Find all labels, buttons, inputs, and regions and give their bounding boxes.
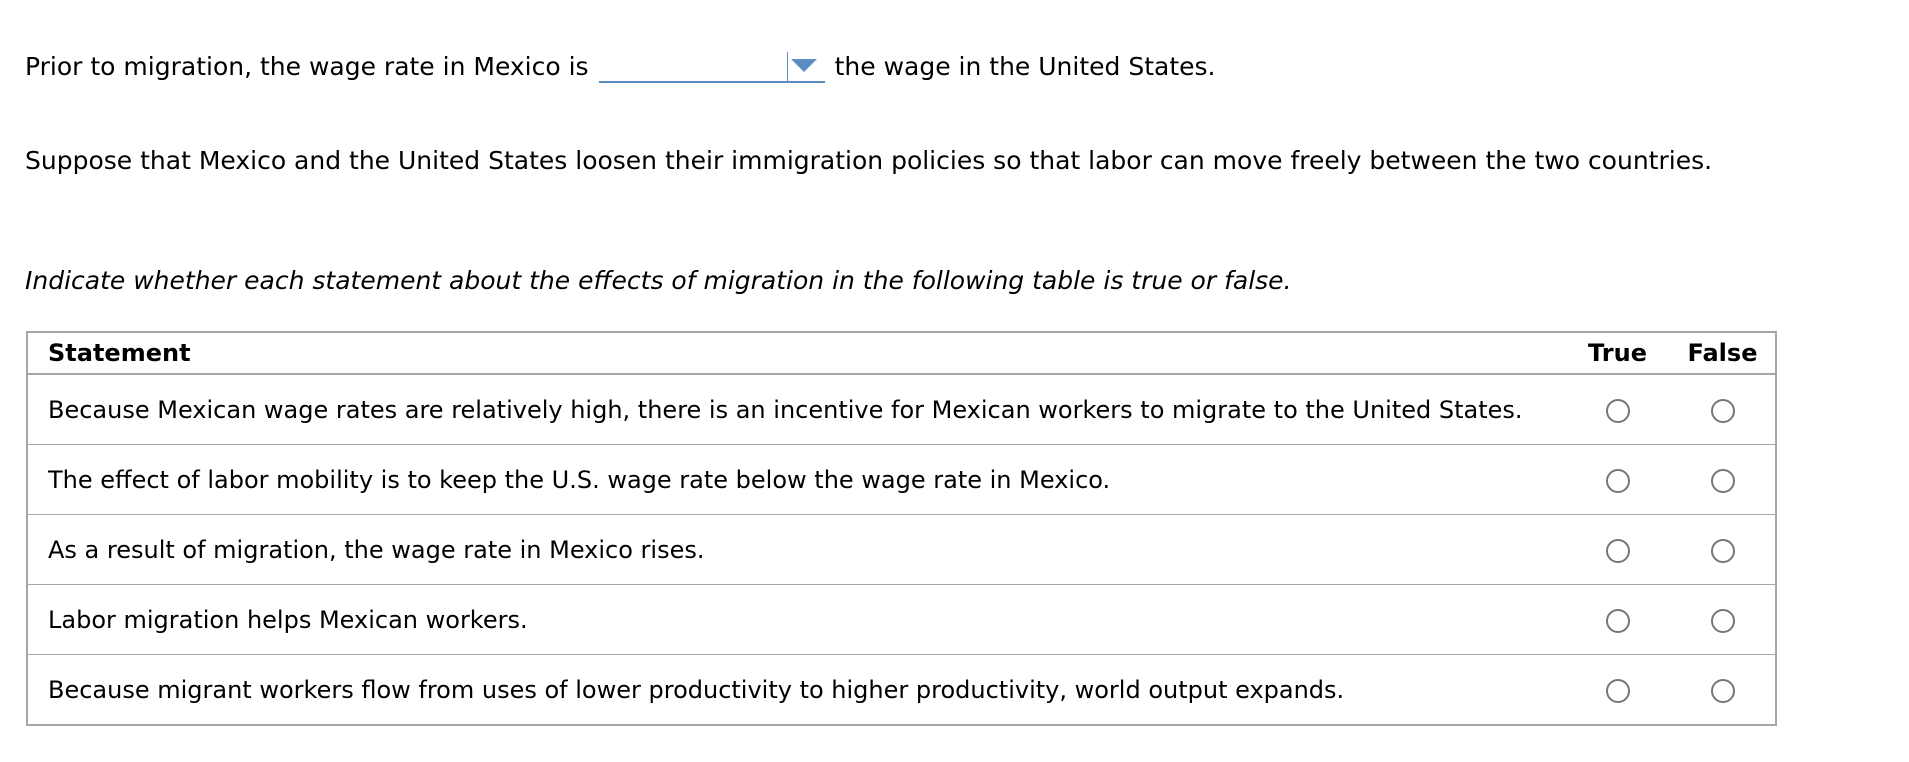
false-radio[interactable] [1711,539,1735,563]
true-column-header: True [1565,332,1670,374]
statement-text: The effect of labor mobility is to keep the U.S. wage rate below the wage rate in Mexico. [27,445,1565,515]
table-row [27,445,1776,515]
dropdown-divider [787,52,788,81]
instruction-text: Indicate whether each statement about the effects of migration in the following table is true or false. [25,266,1292,295]
true-cell [1565,374,1670,445]
question-prefix: Prior to migration, the wage rate in Mexico is [25,51,589,81]
true-radio[interactable] [1606,609,1630,633]
false-radio[interactable] [1711,469,1735,493]
wage-comparison-dropdown[interactable] [599,49,825,83]
false-cell [1670,515,1776,585]
statements-table [26,331,1777,726]
statement-text: As a result of migration, the wage rate in Mexico rises. [27,515,1565,585]
false-radio[interactable] [1711,679,1735,703]
table-row [27,655,1776,726]
scenario-paragraph: Suppose that Mexico and the United States loosen their immigration policies so that labor can move freely between the two countries. [25,146,1713,175]
table-row [27,585,1776,655]
false-cell [1670,655,1776,726]
false-cell [1670,585,1776,655]
true-radio[interactable] [1606,469,1630,493]
false-cell [1670,374,1776,445]
false-column-header: False [1670,332,1776,374]
table-row [27,374,1776,445]
wage-comparison-question [25,48,1215,84]
chevron-down-icon[interactable] [791,59,817,72]
true-cell [1565,445,1670,515]
true-radio[interactable] [1606,679,1630,703]
table-header-row [27,332,1776,374]
true-radio[interactable] [1606,399,1630,423]
false-radio[interactable] [1711,399,1735,423]
question-suffix: the wage in the United States. [834,51,1216,81]
false-radio[interactable] [1711,609,1735,633]
statement-column-header: Statement [27,332,1565,374]
true-cell [1565,515,1670,585]
statement-text: Because Mexican wage rates are relatively high, there is an incentive for Mexican workers to migrate to the United States. [27,374,1565,445]
false-cell [1670,445,1776,515]
true-cell [1565,655,1670,726]
statement-text: Labor migration helps Mexican workers. [27,585,1565,655]
true-radio[interactable] [1606,539,1630,563]
statement-text: Because migrant workers flow from uses of lower productivity to higher productivity, world output expands. [27,655,1565,726]
table-row [27,515,1776,585]
true-cell [1565,585,1670,655]
